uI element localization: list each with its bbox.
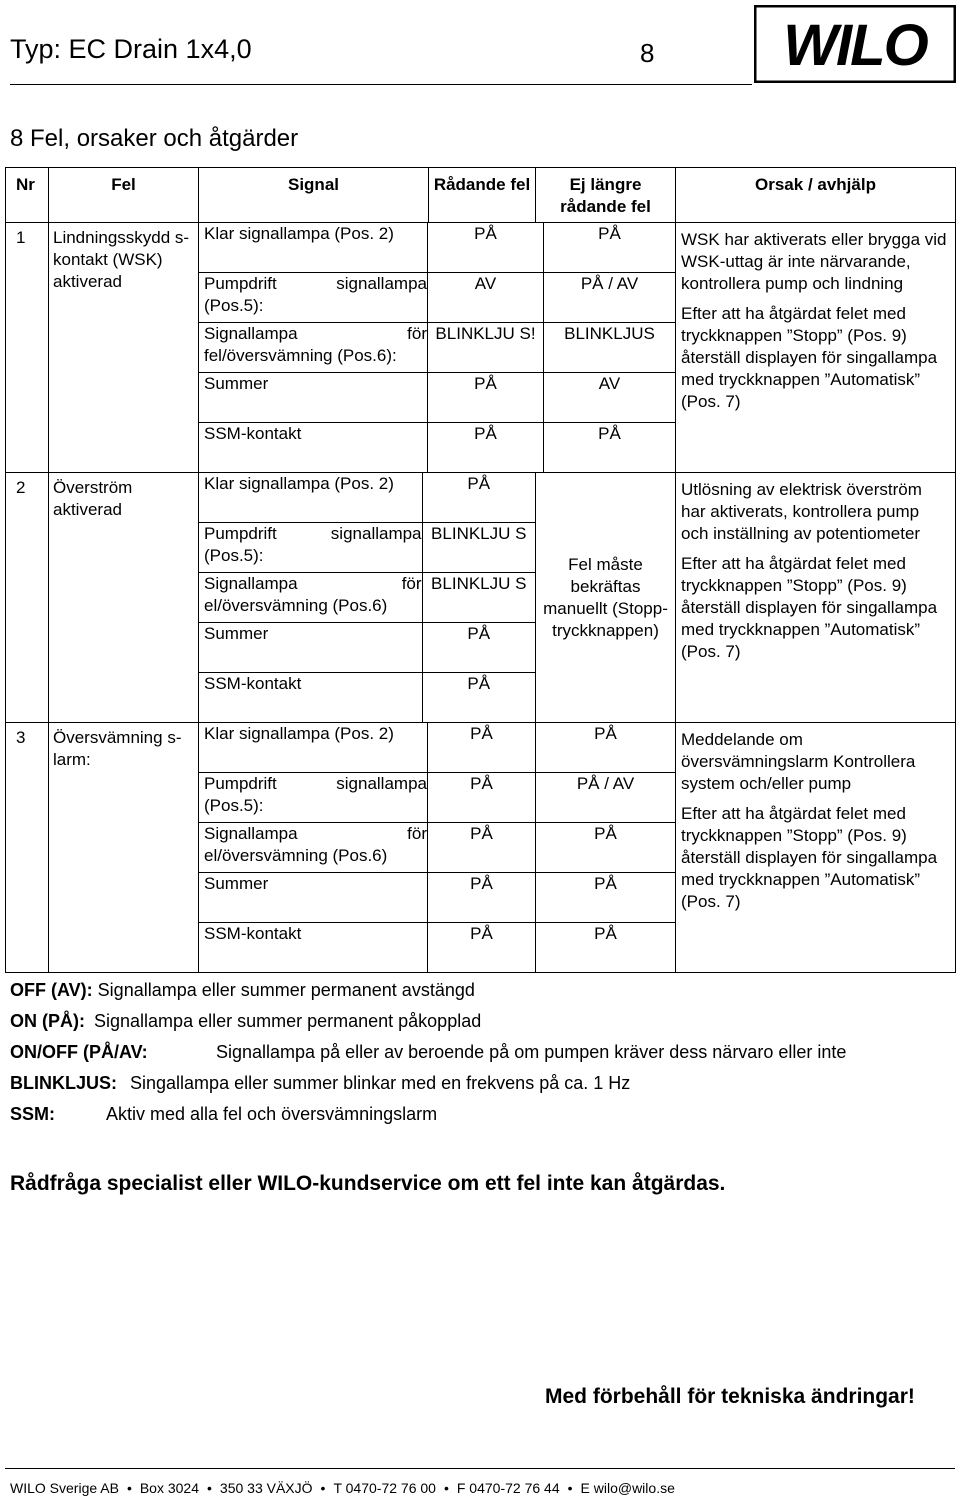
signal-active-value: BLINKLJU S! (428, 323, 544, 373)
table-row (6, 223, 956, 473)
signal-row (199, 773, 675, 823)
signal-row (199, 823, 675, 873)
signal-label: Signallampa för fel/översvämning (Pos.6): (199, 323, 428, 373)
col-header-nr: Nr (6, 168, 49, 223)
cause-remedy (676, 223, 956, 473)
table-row (6, 473, 956, 723)
remedy-text: Efter att ha åtgärdat felet med tryckknappen ”Stopp” (Pos. 9) återställ displayen för singallampa med tryckknappen ”Automatisk” (Pos. 7) (681, 804, 938, 911)
signal-row (199, 923, 675, 973)
signal-row (199, 723, 675, 773)
signal-active-value: PÅ (422, 473, 535, 523)
footer-postal: 350 33 VÄXJÖ (219, 1480, 313, 1496)
signal-label: Klar signallampa (Pos. 2) (199, 223, 428, 273)
signal-subtable (199, 723, 675, 972)
signal-active-value: BLINKLJU S (422, 523, 535, 573)
signal-cleared-value: PÅ / AV (544, 273, 676, 323)
signal-active-value: PÅ (428, 723, 536, 773)
table-header-row (6, 168, 956, 223)
signal-label: SSM-kontakt (199, 673, 422, 723)
signal-cleared-value: PÅ (536, 823, 676, 873)
signal-row (199, 373, 675, 423)
col-header-signal: Signal (199, 168, 429, 223)
legend-item: OFF (AV): Signallampa eller summer permanent avstängd (10, 980, 475, 1000)
signal-active-value: PÅ (428, 373, 544, 423)
footer-company: WILO Sverige AB (10, 1480, 119, 1496)
signal-row (199, 673, 535, 723)
legend-item: BLINKLJUS: Singallampa eller summer blinkar med en frekvens på ca. 1 Hz (10, 1073, 631, 1093)
logo-text: WILO (783, 13, 927, 78)
col-header-radande: Rådande fel (429, 168, 536, 223)
signal-active-value: AV (428, 273, 544, 323)
signal-cleared-value: PÅ (544, 223, 676, 273)
footer: WILO Sverige AB • Box 3024 • 350 33 VÄXJÖ • T 0470-72 76 00 • F 0470-72 76 44 • E wilo@wilo.se (10, 1480, 675, 1496)
signal-cleared-value: PÅ (598, 424, 621, 443)
row-number: 3 (6, 723, 49, 973)
fault-table (5, 167, 956, 973)
signal-label: Klar signallampa (Pos. 2) (199, 723, 428, 773)
cause-text: WSK har aktiverats eller brygga vid WSK-uttag är inte närvarande, kontrollera pump och lindning (681, 230, 947, 293)
signal-label: SSM-kontakt (199, 923, 428, 973)
footer-divider (5, 1468, 955, 1469)
signal-subtable (199, 473, 535, 722)
signal-row (199, 423, 675, 473)
signal-active-value: PÅ (428, 923, 536, 973)
remedy-text: Efter att ha åtgärdat felet med tryckknappen ”Stopp” (Pos. 9) återställ displayen för singallampa med tryckknappen ”Automatisk” (Pos. 7) (681, 304, 938, 411)
signal-cleared-value: PÅ (536, 873, 676, 923)
fault-name: Översvämning s-larm: (49, 723, 199, 973)
legend-item: ON (PÅ): Signallampa eller summer permanent påkopplad (10, 1011, 482, 1031)
legend-item: ON/OFF (PÅ/AV: Signallampa på eller av beroende på om pumpen kräver dess närvaro eller inte (10, 1042, 847, 1062)
footer-phone: T 0470-72 76 00 (333, 1480, 436, 1496)
signal-cleared-value: PÅ / AV (536, 773, 676, 823)
fault-name: Lindningsskydd s-kontakt (WSK) aktiverad (49, 223, 199, 473)
signal-label: Summer (199, 623, 422, 673)
signal-label: Pumpdrift signallampa (Pos.5): (199, 523, 422, 573)
service-advice: Rådfråga specialist eller WILO-kundservice om ett fel inte kan åtgärdas. (10, 1172, 726, 1195)
col-header-fel: Fel (49, 168, 199, 223)
signal-row (199, 273, 675, 323)
wilo-logo (754, 5, 956, 83)
signal-active-value: PÅ (467, 674, 491, 693)
footer-box: Box 3024 (139, 1480, 200, 1496)
signal-active-value: PÅ (428, 823, 536, 873)
signal-row (199, 223, 675, 273)
signal-label: Klar signallampa (Pos. 2) (199, 473, 422, 523)
signal-active-value: PÅ (428, 423, 544, 473)
signal-label: Signallampa för el/översvämning (Pos.6) (199, 573, 422, 623)
signal-cleared-value: BLINKLJUS (544, 323, 676, 373)
row-number: 2 (6, 473, 49, 723)
cause-remedy (676, 473, 956, 723)
col-header-orsak: Orsak / avhjälp (676, 168, 956, 223)
signal-cleared-value: PÅ (536, 723, 676, 773)
signal-label: SSM-kontakt (199, 423, 428, 473)
signal-row (199, 573, 535, 623)
legend-item: SSM: Aktiv med alla fel och översvämningslarm (10, 1104, 438, 1124)
manual-ack-note: Fel måste bekräftas manuellt (Stopp-tryckknappen) (536, 473, 676, 723)
col-header-ej-langre: Ej längre rådande fel (536, 168, 676, 223)
signal-label: Pumpdrift signallampa (Pos.5): (199, 773, 428, 823)
remedy-text: Efter att ha åtgärdat felet med tryckknappen ”Stopp” (Pos. 9) återställ displayen för singallampa med tryckknappen ”Automatisk” (Pos. 7) (681, 554, 938, 661)
document-title: Typ: EC Drain 1x4,0 (10, 34, 252, 64)
signal-row (199, 623, 535, 673)
page-number: 8 (640, 38, 655, 68)
signal-row (199, 323, 675, 373)
signal-label: Summer (199, 373, 428, 423)
reservation-note: Med förbehåll för tekniska ändringar! (545, 1385, 915, 1408)
footer-email: E wilo@wilo.se (580, 1480, 675, 1496)
signal-active-value: PÅ (428, 873, 536, 923)
signal-cleared-value: AV (544, 373, 676, 423)
signal-active-value: BLINKLJU S (422, 573, 535, 623)
signal-active-value: PÅ (428, 223, 544, 273)
row-number: 1 (6, 223, 49, 473)
signal-subtable (199, 223, 675, 472)
cause-text: Meddelande om översvämningslarm Kontrollera system och/eller pump (681, 730, 916, 793)
cause-text: Utlösning av elektrisk överström har aktiverats, kontrollera pump och inställning av potentiometer (681, 480, 922, 543)
signal-label: Signallampa för el/översvämning (Pos.6) (199, 823, 428, 873)
signal-label: Pumpdrift signallampa (Pos.5): (199, 273, 428, 323)
fault-name: Överström aktiverad (49, 473, 199, 723)
section-title: 8 Fel, orsaker och åtgärder (10, 125, 299, 152)
signal-active-value: PÅ (422, 623, 535, 673)
signal-row (199, 473, 535, 523)
signal-cleared-value: PÅ (594, 924, 617, 943)
signal-row (199, 873, 675, 923)
signal-row (199, 523, 535, 573)
cause-remedy (676, 723, 956, 973)
footer-fax: F 0470-72 76 44 (456, 1480, 560, 1496)
signal-active-value: PÅ (428, 773, 536, 823)
header-divider (10, 84, 752, 85)
table-row (6, 723, 956, 973)
signal-label: Summer (199, 873, 428, 923)
